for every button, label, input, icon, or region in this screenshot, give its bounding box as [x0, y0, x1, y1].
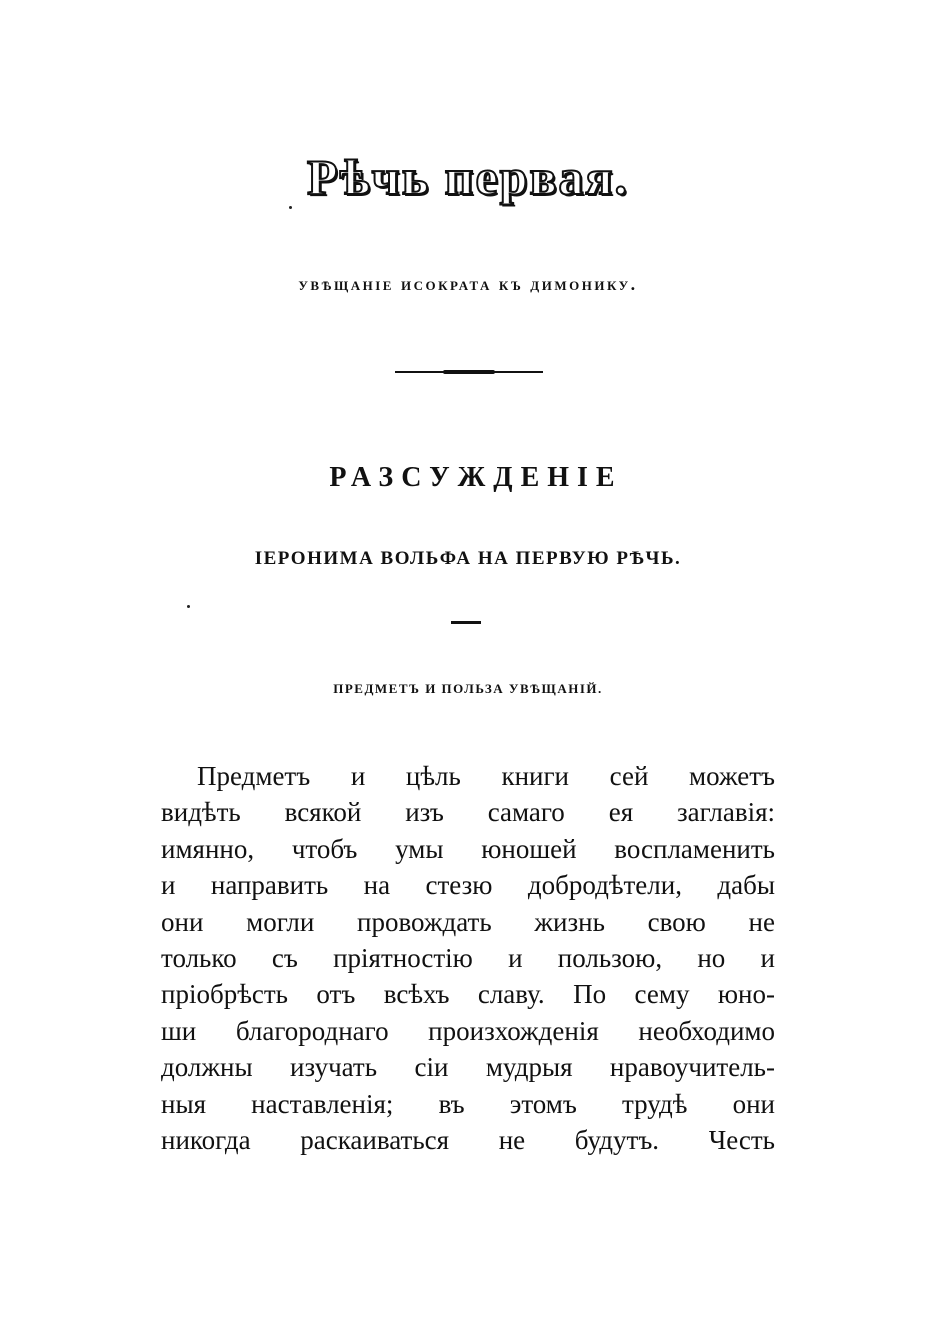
body-line: должны изучать сіи мудрыя нравоучитель- — [161, 1052, 775, 1083]
body-line: только съ пріятностію и пользою, но и — [161, 942, 775, 973]
body-line: пріобрѣсть отъ всѣхъ славу. По сему юно- — [161, 979, 775, 1010]
short-rule — [451, 621, 481, 624]
body-line: они могли провождать жизнь свою не — [161, 906, 775, 937]
page-subtitle: увѣщаніе исократа къ димонику. — [298, 274, 638, 294]
ornamental-rule-swell — [443, 370, 495, 374]
body-text — [161, 758, 775, 1158]
body-line: никогда раскаиваться не будутъ. Честь — [161, 1124, 775, 1155]
ornamental-rule — [395, 370, 543, 374]
ink-speck — [289, 206, 292, 209]
page-title: Рѣчь первая. — [306, 149, 630, 205]
section-title: ПРЕДМЕТЪ И ПОЛЬЗА УВѢЩАНІЙ. — [333, 681, 603, 696]
body-line: ши благороднаго произхожденія необходимо — [161, 1015, 775, 1046]
section-heading-sub: ІЕРОНИМА ВОЛЬФА НА ПЕРВУЮ РѢЧЬ. — [254, 548, 682, 569]
body-line: имянно, чтобъ умы юношей воспламенить — [161, 833, 775, 864]
ink-speck — [187, 605, 190, 608]
body-line: и направить на стезю добродѣтели, дабы — [161, 870, 775, 901]
body-line: ныя наставленія; въ этомъ трудѣ они — [161, 1088, 775, 1119]
body-line: Предметъ и цѣль книги сей можетъ — [197, 761, 775, 791]
body-line: видѣть всякой изъ самаго ея заглавія: — [161, 797, 775, 828]
section-heading: РАЗСУЖДЕНІЕ — [329, 462, 623, 493]
